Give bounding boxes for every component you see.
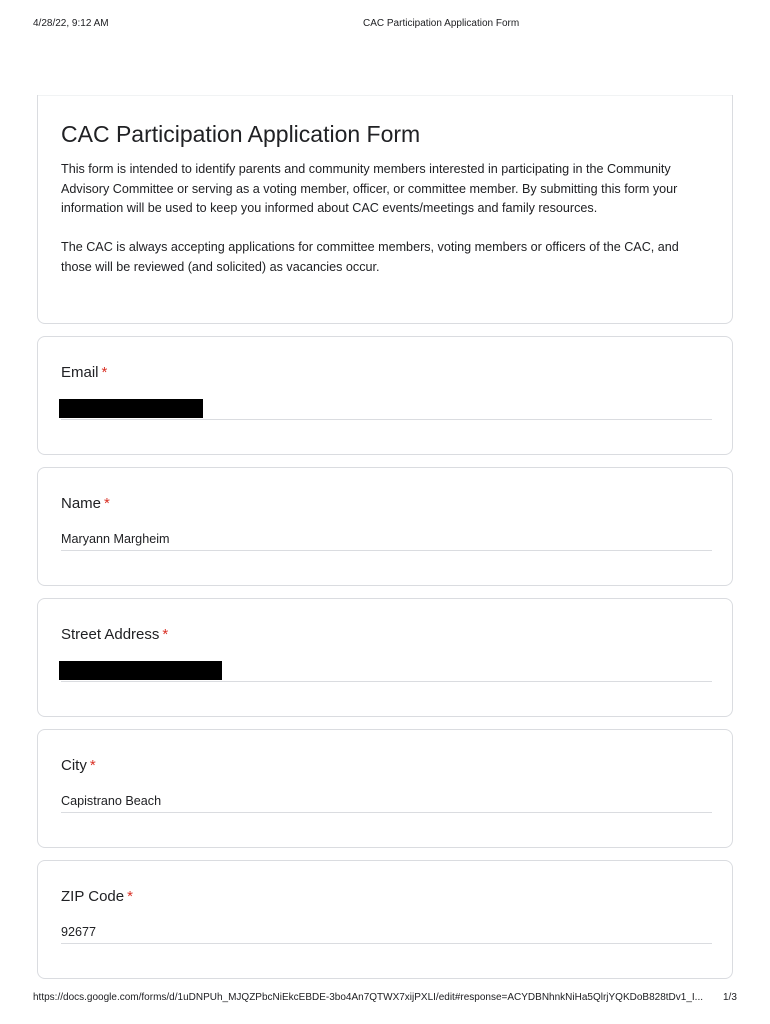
name-field[interactable] — [61, 530, 712, 551]
form-description — [61, 160, 711, 277]
description-paragraph: The CAC is always accepting applications for committee members, voting members or officers of the CAC, and those will be reviewed (and solicited) as vacancies occur. — [61, 240, 679, 274]
zip-code-field[interactable] — [61, 923, 712, 944]
answer-text: Maryann Margheim — [61, 532, 170, 546]
form-header-card — [37, 95, 733, 324]
print-header — [0, 18, 770, 32]
question-label-text: Email — [61, 364, 99, 381]
question-label — [61, 494, 110, 514]
redaction-box — [59, 661, 222, 680]
redaction-box — [59, 399, 203, 418]
required-asterisk: * — [162, 626, 169, 643]
street-address-field[interactable] — [61, 661, 712, 682]
question-city — [37, 729, 733, 848]
required-asterisk: * — [101, 364, 108, 381]
page-number: 1/3 — [723, 992, 737, 1003]
print-footer — [0, 992, 770, 1006]
email-field[interactable] — [61, 399, 712, 420]
description-paragraph: This form is intended to identify parents and community members interested in participating in the Community Advisory Committee or serving as a voting member, officer, or committee member. By submitting this form your information will be used to keep you informed about CAC events/meetings and family resources. — [61, 162, 678, 215]
question-zip-code — [37, 860, 733, 979]
question-label-text: Street Address — [61, 626, 160, 643]
question-label-text: ZIP Code — [61, 888, 125, 905]
question-street-address — [37, 598, 733, 717]
answer-text: 92677 — [61, 925, 97, 939]
print-url: https://docs.google.com/forms/d/1uDNPUh_MJQZPbcNiEkcEBDE-3bo4An7QTWX7xijPXLI/edit#response=ACYDBNhnkNiHa5QlrjYQKDoB828tDv1_I... — [33, 992, 704, 1003]
print-title: CAC Participation Application Form — [363, 18, 520, 29]
required-asterisk: * — [127, 888, 133, 905]
question-label-text: Name — [61, 495, 102, 512]
question-label — [61, 756, 96, 776]
question-label — [61, 625, 168, 645]
question-label-text: City — [61, 757, 87, 774]
question-label — [61, 363, 107, 383]
question-email — [37, 336, 733, 455]
header-divider — [38, 95, 732, 96]
city-field[interactable] — [61, 792, 712, 813]
question-name — [37, 467, 733, 586]
required-asterisk: * — [89, 757, 96, 774]
required-asterisk: * — [104, 495, 110, 512]
print-date: 4/28/22, 9:12 AM — [33, 18, 109, 29]
form-title: CAC Participation Application Form — [61, 121, 421, 147]
answer-text: Capistrano Beach — [61, 794, 162, 808]
question-label — [61, 887, 133, 907]
